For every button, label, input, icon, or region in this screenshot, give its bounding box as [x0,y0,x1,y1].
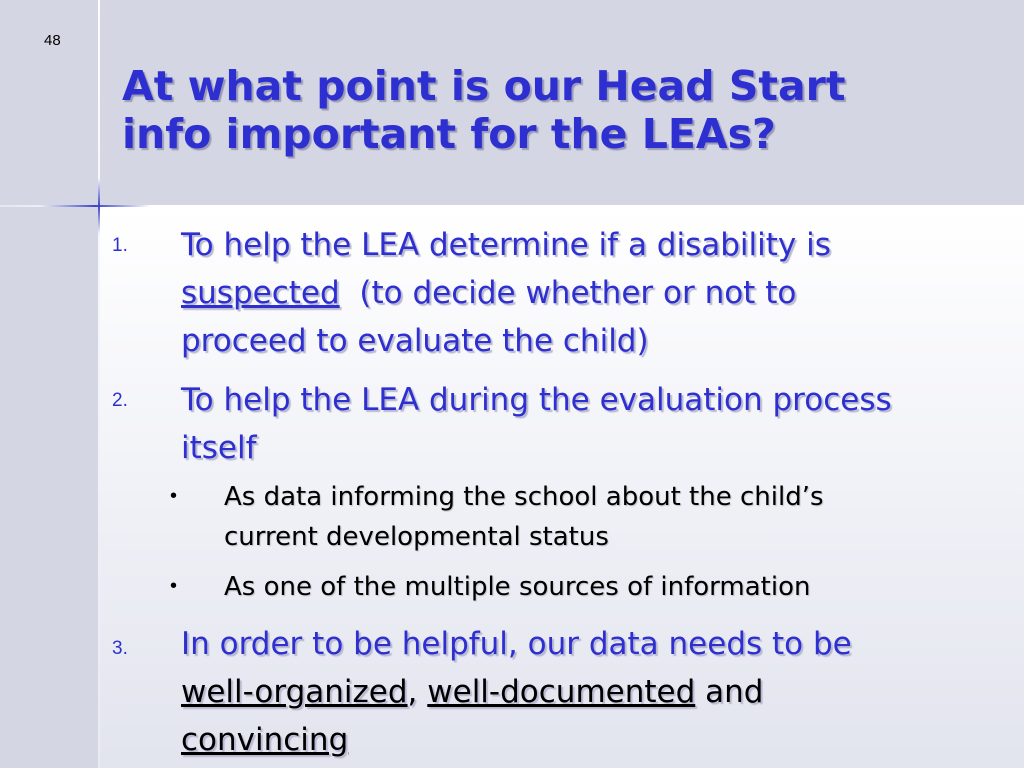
item-3-well-documented: well-documented [427,674,696,710]
sub-item-2 [224,567,1004,607]
item-2-text-1: To help the LEA during the evaluation process [181,382,892,418]
title-line-1: At what point is our Head Start [122,62,846,110]
list-marker-3: 3. [112,638,128,659]
item-3-text-1: In order to be helpful, our data needs to be [181,626,852,662]
item-1-text-1: To help the LEA determine if a disability is [181,227,831,263]
item-3-convincing: convincing [181,722,349,758]
sub-item-2-line-1: As one of the multiple sources of information [224,572,811,602]
slide-number: 48 [44,32,61,49]
sub-bullet-2: • [170,575,178,597]
sub-bullet-1: • [170,485,178,507]
sub-item-1-line-2: current developmental status [224,522,609,552]
list-marker-1: 1. [112,235,128,256]
item-1-suspected: suspected [181,275,340,311]
item-2-text-2: itself [181,430,257,466]
sub-item-1 [224,477,1004,557]
item-1-text-2: (to decide whether or not to [359,275,797,311]
list-item-1 [181,221,1001,365]
item-3-and: and [705,674,764,710]
item-3-well-organized: well-organized [181,674,408,710]
item-1-text-3: proceed to evaluate the child) [181,323,649,359]
item-3-comma: , [407,674,418,710]
list-marker-2: 2. [112,390,128,411]
sub-item-1-line-1: As data informing the school about the child’s [224,482,824,512]
title-line-2: info important for the LEAs? [122,110,776,158]
list-item-3 [181,620,1001,764]
list-item-2 [181,376,1011,472]
